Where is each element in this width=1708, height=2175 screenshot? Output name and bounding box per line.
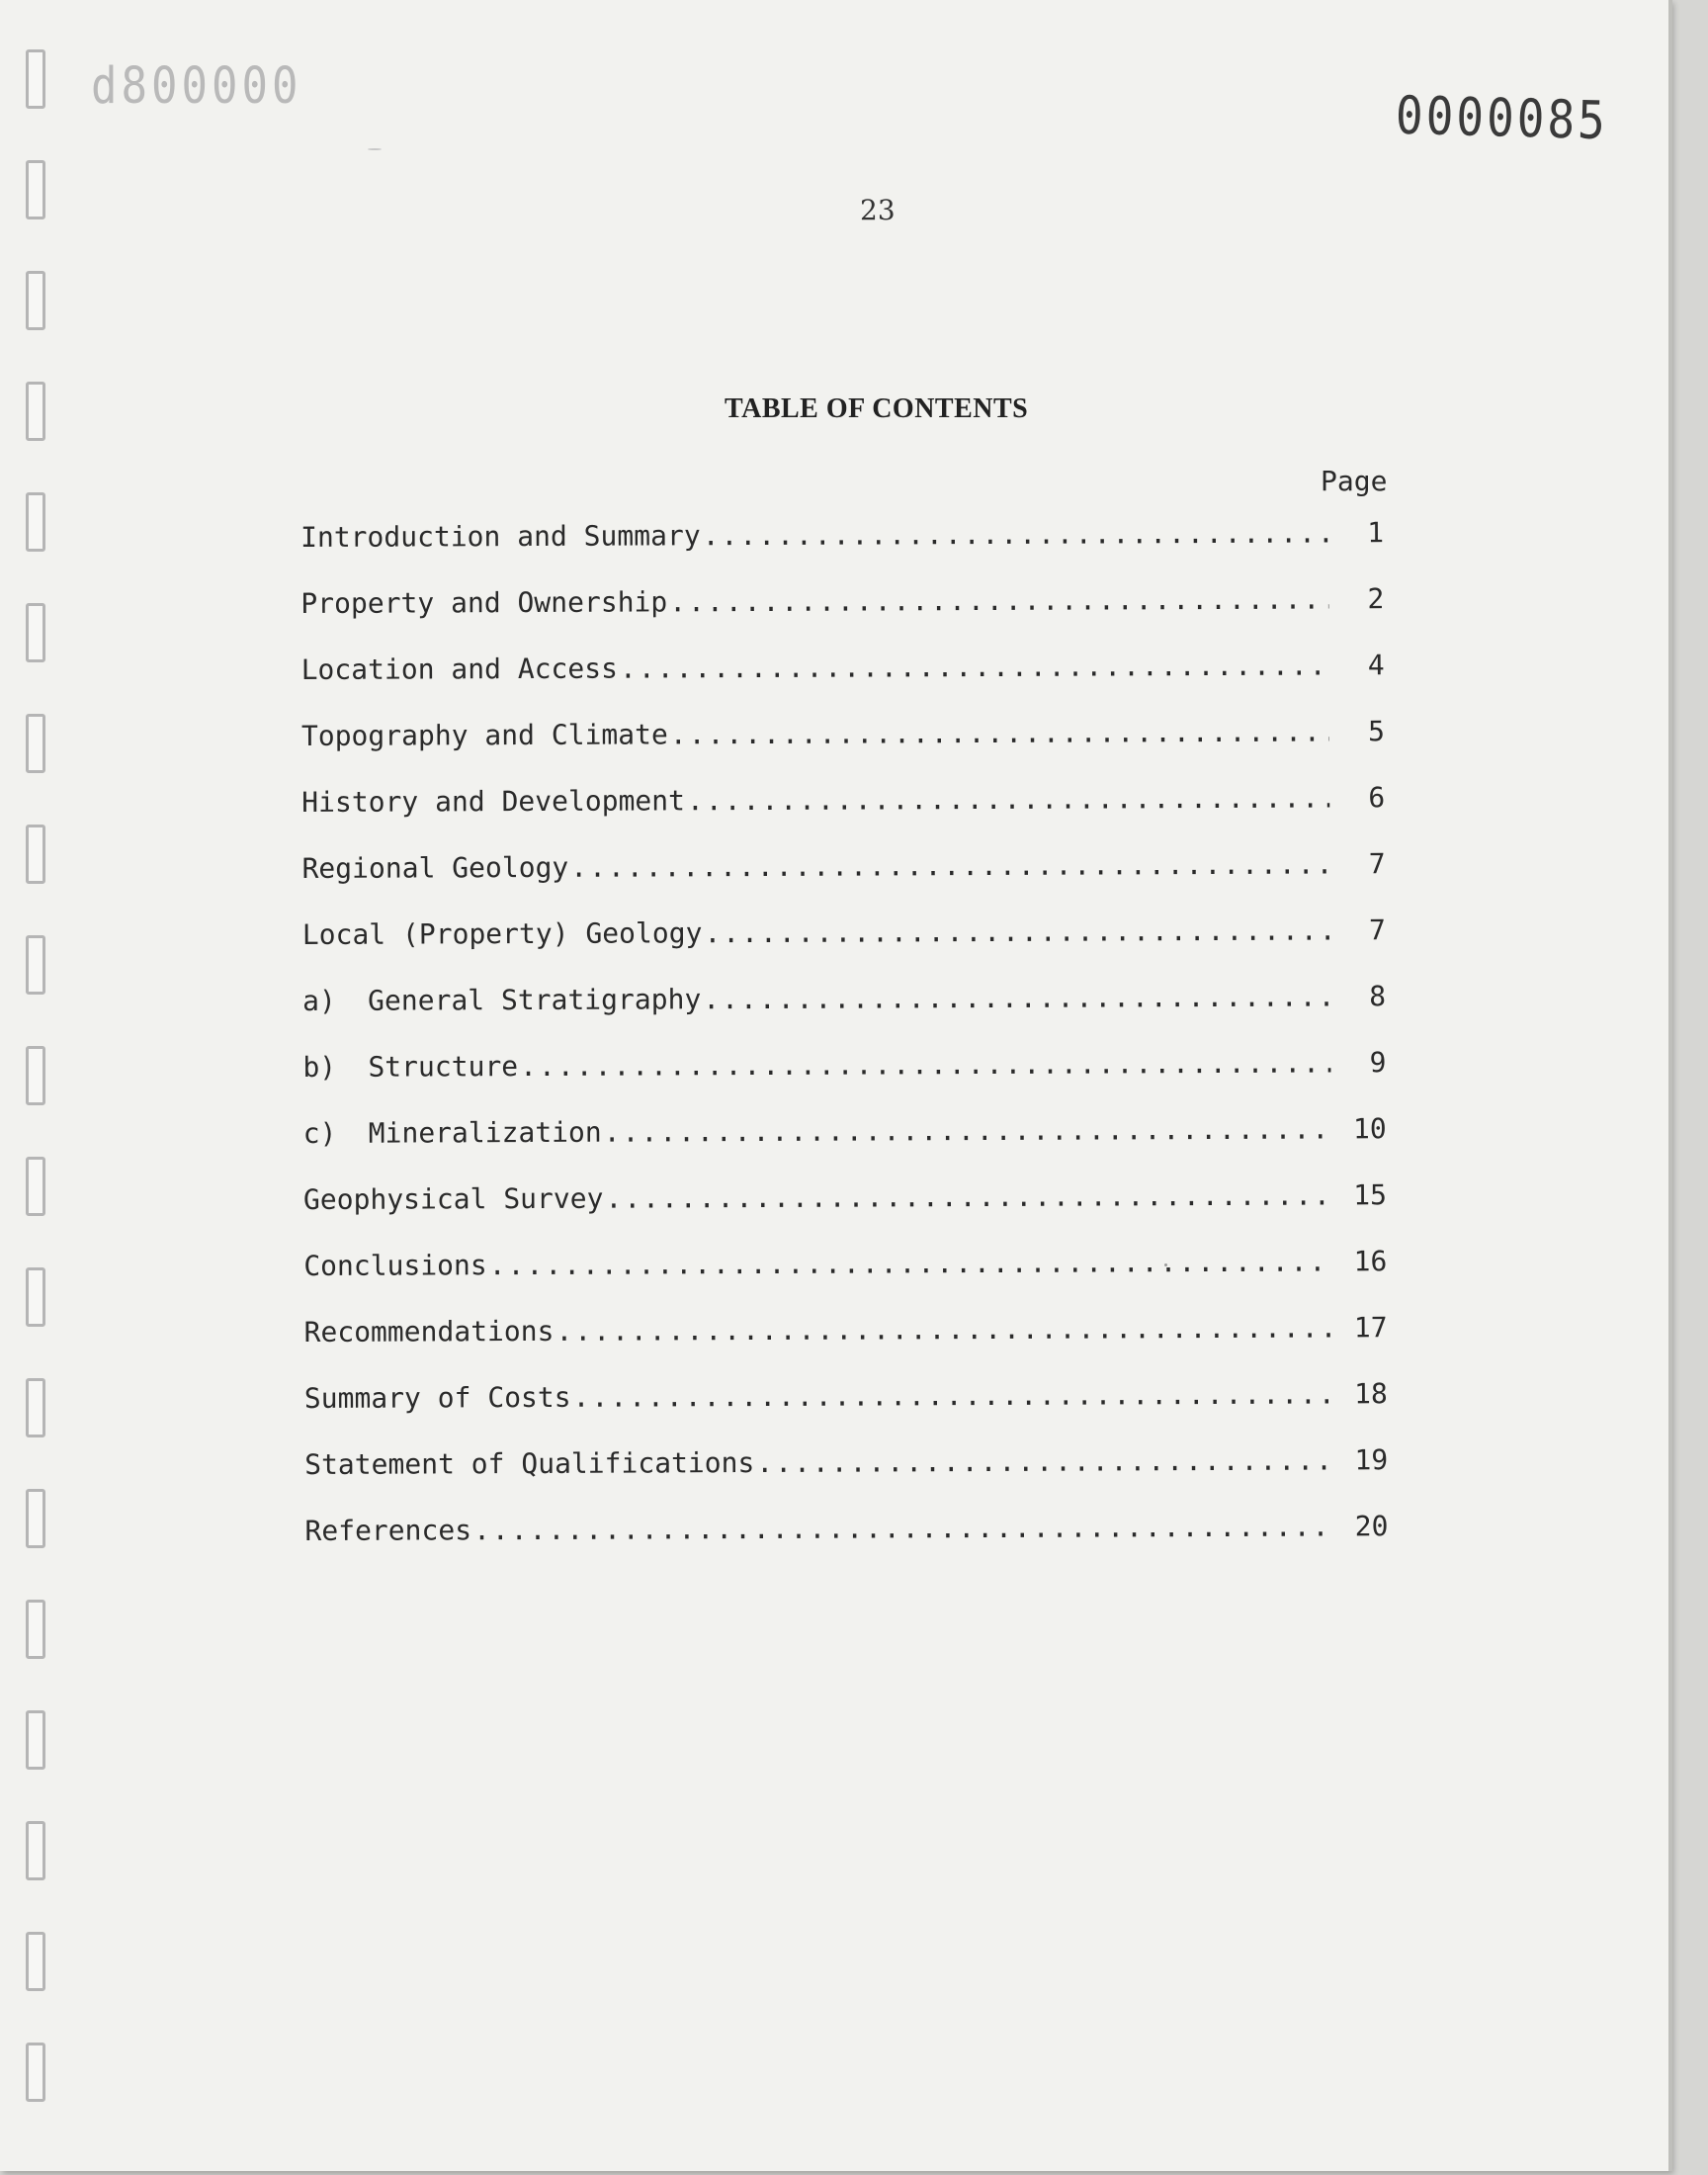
- toc-entry-page: 6: [1368, 781, 1386, 815]
- toc-entry-text: [304, 1514, 471, 1547]
- toc-entry-label: History and Development: [301, 784, 686, 819]
- toc-entry-label: Regional Geology: [301, 850, 569, 885]
- toc-entry-label: Statement of Qualifications: [304, 1446, 755, 1481]
- toc-entry-label: Property and Ownership: [300, 585, 668, 620]
- toc-dot-leader: [620, 649, 1329, 684]
- paper-speck: [1164, 1263, 1167, 1266]
- binder-hole: [26, 49, 45, 109]
- toc-entry: [301, 847, 1385, 918]
- binder-hole: [26, 1046, 45, 1105]
- toc-entry-page: 1: [1367, 516, 1385, 550]
- page-column-header: Page: [1321, 465, 1388, 497]
- toc-entry-label: Local (Property) Geology: [301, 916, 703, 951]
- toc-entry-text: [302, 983, 701, 1017]
- toc-entry: [300, 516, 1384, 587]
- toc-entry-page: 17: [1353, 1311, 1388, 1345]
- toc-entry-label: Geophysical Survey: [302, 1181, 604, 1216]
- toc-dot-leader: [756, 1443, 1332, 1479]
- binder-hole: [26, 714, 45, 773]
- toc-entry: [304, 1377, 1388, 1448]
- binder-hole: [26, 1821, 45, 1880]
- toc-dot-leader: [669, 582, 1328, 618]
- toc-entry-page: 8: [1369, 980, 1387, 1013]
- toc-entry-label: Introduction and Summary: [300, 519, 701, 554]
- page-number: 23: [860, 194, 896, 226]
- toc-entry-prefix: c): [302, 1116, 337, 1150]
- toc-entry: [301, 781, 1385, 852]
- toc-entry-text: [304, 1381, 571, 1415]
- binder-hole: [26, 825, 45, 884]
- binder-hole: [26, 2043, 45, 2102]
- toc-dot-leader: [473, 1510, 1333, 1546]
- toc-entry-page: 2: [1367, 582, 1385, 616]
- toc-entry-label: General Stratigraphy: [368, 983, 702, 1017]
- table-of-contents-list: [300, 516, 1389, 1581]
- toc-entry-page: 9: [1369, 1046, 1387, 1080]
- binder-hole: [26, 1600, 45, 1659]
- toc-entry: [302, 980, 1386, 1051]
- binder-hole: [26, 935, 45, 995]
- paper-smudge: [368, 148, 382, 150]
- toc-entry-label: Mineralization: [368, 1115, 602, 1150]
- toc-dot-leader: [489, 1245, 1332, 1281]
- toc-dot-leader: [570, 847, 1329, 883]
- toc-entry-page: 7: [1368, 914, 1386, 947]
- toc-entry-label: References: [304, 1514, 472, 1547]
- toc-dot-leader: [520, 1046, 1330, 1083]
- toc-entry-page: 16: [1353, 1245, 1388, 1278]
- toc-entry-page: 4: [1367, 649, 1385, 682]
- toc-entry: [304, 1510, 1388, 1581]
- toc-entry-label: Topography and Climate: [300, 718, 668, 752]
- toc-entry: [301, 649, 1385, 720]
- toc-entry: [300, 582, 1384, 653]
- binder-hole: [26, 1157, 45, 1216]
- toc-entry-page: 18: [1354, 1377, 1388, 1411]
- toc-entry-text: [300, 585, 667, 620]
- binder-hole: [26, 160, 45, 219]
- toc-entry-text: [301, 784, 685, 819]
- page-edge-shadow: [1668, 0, 1672, 2171]
- binder-hole: [26, 1378, 45, 1437]
- toc-dot-leader: [604, 1112, 1331, 1148]
- toc-entry: [303, 1112, 1387, 1183]
- binder-holes-strip: [0, 0, 89, 2171]
- toc-entry-label: Location and Access: [300, 652, 619, 686]
- binder-hole: [26, 603, 45, 662]
- binder-hole: [26, 1710, 45, 1770]
- toc-entry: [304, 1443, 1388, 1515]
- faint-document-stamp: d800000: [91, 57, 302, 116]
- toc-entry-page: 7: [1368, 847, 1386, 881]
- toc-entry-page: 5: [1368, 715, 1386, 748]
- toc-dot-leader: [704, 914, 1330, 949]
- binder-hole: [26, 1267, 45, 1327]
- toc-entry-page: 19: [1354, 1443, 1389, 1477]
- toc-dot-leader: [573, 1377, 1332, 1413]
- toc-entry: [301, 715, 1385, 786]
- toc-entry-text: [302, 1050, 518, 1084]
- document-number-stamp: 0000085: [1395, 84, 1609, 151]
- toc-entry-text: [304, 1315, 555, 1348]
- toc-entry-text: [300, 519, 701, 554]
- toc-dot-leader: [555, 1311, 1331, 1347]
- toc-dot-leader: [703, 516, 1329, 552]
- toc-entry-text: [303, 1116, 602, 1150]
- toc-entry-text: [304, 1446, 754, 1481]
- toc-entry-label: Recommendations: [303, 1314, 555, 1348]
- toc-entry-page: 15: [1353, 1178, 1388, 1212]
- toc-entry-label: Conclusions: [303, 1249, 487, 1282]
- toc-entry-prefix: a): [302, 984, 336, 1017]
- toc-entry-label: Summary of Costs: [303, 1380, 571, 1415]
- binder-hole: [26, 1489, 45, 1548]
- binder-hole: [26, 271, 45, 330]
- toc-entry-text: [303, 1249, 487, 1282]
- toc-title: TABLE OF CONTENTS: [725, 393, 1029, 424]
- toc-dot-leader: [703, 980, 1330, 1015]
- toc-entry-page: 10: [1352, 1112, 1387, 1146]
- toc-dot-leader: [670, 715, 1329, 750]
- binder-hole: [26, 492, 45, 552]
- binder-hole: [26, 1932, 45, 1991]
- toc-entry-text: [302, 916, 703, 951]
- toc-entry: [303, 1245, 1387, 1316]
- toc-entry: [304, 1311, 1388, 1382]
- binder-hole: [26, 382, 45, 441]
- toc-entry-text: [301, 851, 568, 885]
- toc-dot-leader: [687, 781, 1329, 817]
- toc-entry-text: [301, 718, 668, 752]
- toc-entry-text: [301, 652, 618, 686]
- toc-entry: [302, 1046, 1386, 1117]
- toc-entry: [303, 1178, 1387, 1250]
- toc-entry-text: [303, 1182, 604, 1216]
- toc-entry: [302, 914, 1386, 985]
- toc-entry-prefix: b): [302, 1050, 337, 1084]
- toc-entry-page: 20: [1354, 1510, 1389, 1543]
- toc-dot-leader: [605, 1178, 1331, 1214]
- toc-entry-label: Structure: [368, 1050, 519, 1084]
